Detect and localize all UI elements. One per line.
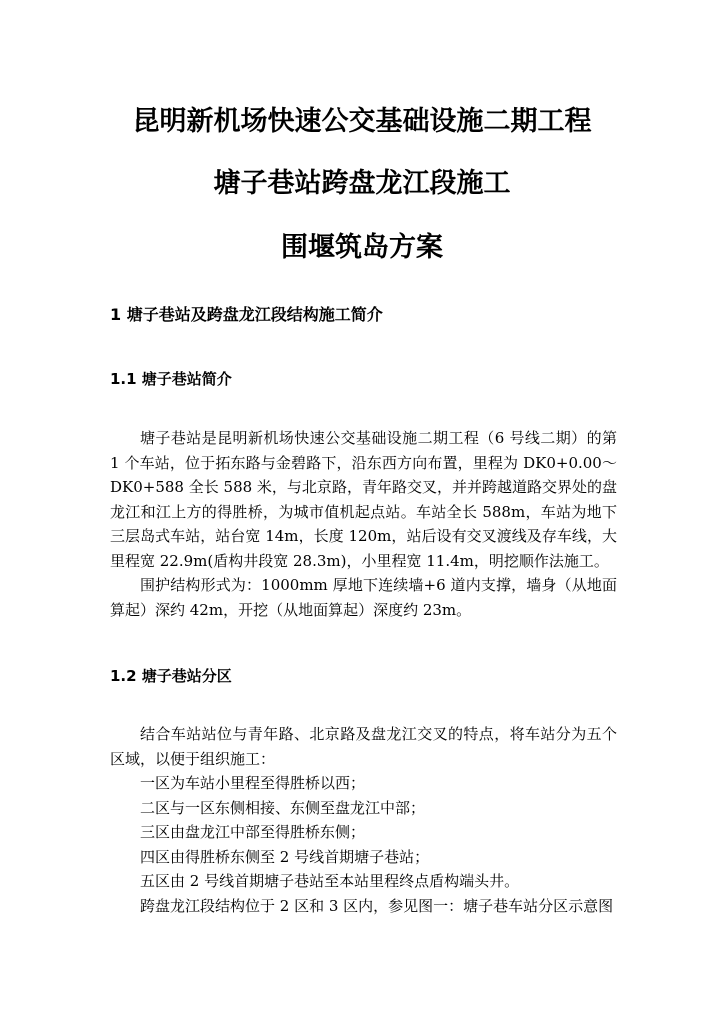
section-1-heading: 1 塘子巷站及跨盘龙江段结构施工简介 <box>110 305 383 324</box>
document-title-line-2: 塘子巷站跨盘龙江段施工 <box>213 168 511 199</box>
document-title-line-3: 围堰筑岛方案 <box>281 232 443 263</box>
section-1-2-body <box>110 722 617 918</box>
list-item: 五区由 2 号线首期塘子巷站至本站里程终点盾构端头井。 <box>140 872 520 890</box>
paragraph: 围护结构形式为：1000mm 厚地下连续墙+6 道内支撑，墙身（从地面算起）深约 42m，开挖（从地面算起）深度约 23m。 <box>110 576 617 619</box>
paragraph: 塘子巷站是昆明新机场快速公交基础设施二期工程（6 号线二期）的第 1 个车站，位于拓东路与金碧路下，沿东西方向布置，里程为 DK0+0.00～DK0+588 全长 588 米，与北京路，青年路交叉，并并跨越道路交界处的盘龙江和江上方的得胜桥，为城市值机起点站。车站全长 588m，车站为地下三层岛式车站，站台宽 14m，长度 120m，站后设有交叉渡线及存车线，大里程宽 22.9m(盾构井段宽 28.3m)，小里程宽 11.4m，明挖顺作法施工。 <box>110 429 617 570</box>
paragraph: 结合车站站位与青年路、北京路及盘龙江交叉的特点，将车站分为五个区域，以便于组织施工： <box>110 725 617 768</box>
list-item: 三区由盘龙江中部至得胜桥东侧； <box>140 823 366 841</box>
list-item: 一区为车站小里程至得胜桥以西； <box>140 774 366 792</box>
list-item: 四区由得胜桥东侧至 2 号线首期塘子巷站； <box>140 847 430 866</box>
list-item: 二区与一区东侧相接、东侧至盘龙江中部； <box>140 798 426 817</box>
document-title-line-1: 昆明新机场快速公交基础设施二期工程 <box>132 106 592 137</box>
paragraph: 跨盘龙江段结构位于 2 区和 3 区内，参见图一：塘子巷车站分区示意图 <box>140 896 614 915</box>
section-1-1-body <box>110 426 617 622</box>
section-1-1-heading: 1.1 塘子巷站简介 <box>110 370 232 388</box>
section-1-2-heading: 1.2 塘子巷站分区 <box>110 667 232 685</box>
